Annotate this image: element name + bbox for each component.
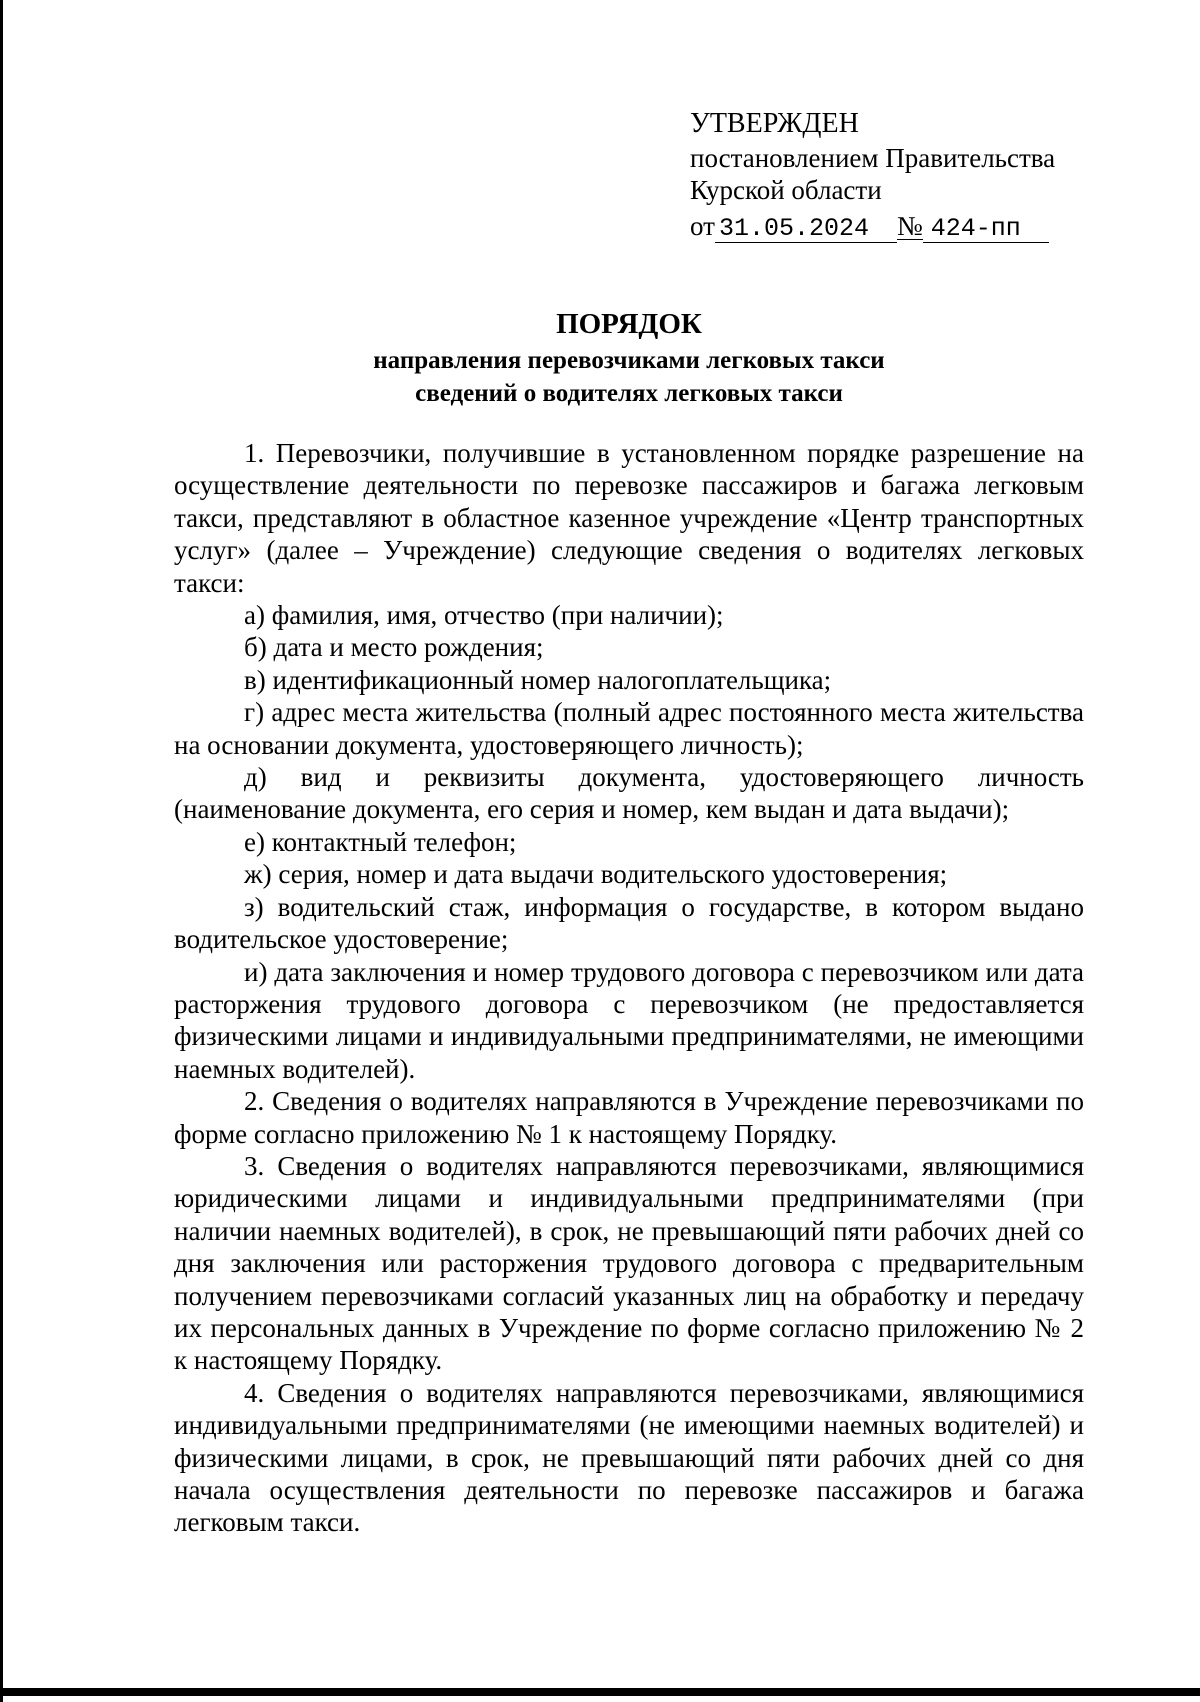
date-prefix: от: [690, 211, 715, 241]
paragraph-1: 1. Перевозчики, получившие в установленном порядке разрешение на осуществление деятельности по перевозке пассажиров и багажа легковым такси, представляют в областное казенное учреждение «Центр транспортных услуг» (далее – Учреждение) следующие сведения о водителях легковых такси:: [174, 438, 1084, 598]
document-title: ПОРЯДОК: [556, 308, 702, 340]
approval-line-2: Курской области: [690, 175, 882, 205]
item-e: е) контактный телефон;: [244, 826, 517, 857]
item-v: в) идентификационный номер налогоплательщика;: [244, 664, 832, 695]
document-body: [174, 437, 1084, 1539]
approval-block: [690, 108, 1110, 243]
approval-title: УТВЕРЖДЕН: [690, 108, 859, 139]
document-title-block: [174, 304, 1084, 410]
number-prefix: №: [896, 211, 923, 241]
approval-number: 424-пп: [923, 216, 1049, 243]
item-b: б) дата и место рождения;: [244, 632, 544, 663]
item-g: г) адрес места жительства (полный адрес постоянного места жительства на основании документа, удостоверяющего личность);: [174, 697, 1084, 760]
paragraph-4: 4. Сведения о водителях направляются перевозчиками, являющимися индивидуальными предпринимателями (не имеющими наемных водителей) и физическими лицами, в срок, не превышающий пяти рабочих дней со дня начала осуществления деятельности по перевозке пассажиров и багажа легковым такси.: [174, 1377, 1084, 1538]
approval-date: 31.05.2024: [715, 216, 897, 243]
scan-edge-bottom: [0, 1688, 1200, 1696]
item-i: и) дата заключения и номер трудового договора с перевозчиком или дата расторжения трудового договора с перевозчиком (не предоставляется физическими лицами и индивидуальными предпринимателями, не имеющими наемных водителей).: [174, 956, 1084, 1084]
item-z: з) водительский стаж, информация о государстве, в котором выдано водительское удостоверение;: [174, 891, 1084, 955]
item-a: а) фамилия, имя, отчество (при наличии);: [244, 600, 724, 631]
item-zh: ж) серия, номер и дата выдачи водительского удостоверения;: [244, 859, 948, 890]
approval-line-1: постановлением Правительства: [690, 143, 1056, 173]
approval-date-line: [690, 210, 1110, 243]
paragraph-3: 3. Сведения о водителях направляются перевозчиками, являющимися юридическими лицами и индивидуальными предпринимателями (при наличии наемных водителей), в срок, не превышающий пяти рабочих дней со дня заключения или расторжения трудового договора с предварительным получением перевозчиками согласий указанных лиц на обработку и передачу их персональных данных в Учреждение по форме согласно приложению № 2 к настоящему Порядку.: [174, 1150, 1084, 1376]
item-d: д) вид и реквизиты документа, удостоверяющего личность (наименование документа, его серия и номер, кем выдан и дата выдачи);: [174, 762, 1084, 825]
document-subtitle-line-1: направления перевозчиками легковых такси: [373, 347, 885, 374]
document-subtitle-line-2: сведений о водителях легковых такси: [415, 380, 843, 407]
scan-edge-left: [0, 0, 3, 1702]
paragraph-2: 2. Сведения о водителях направляются в Учреждение перевозчиками по форме согласно приложению № 1 к настоящему Порядку.: [174, 1086, 1084, 1149]
